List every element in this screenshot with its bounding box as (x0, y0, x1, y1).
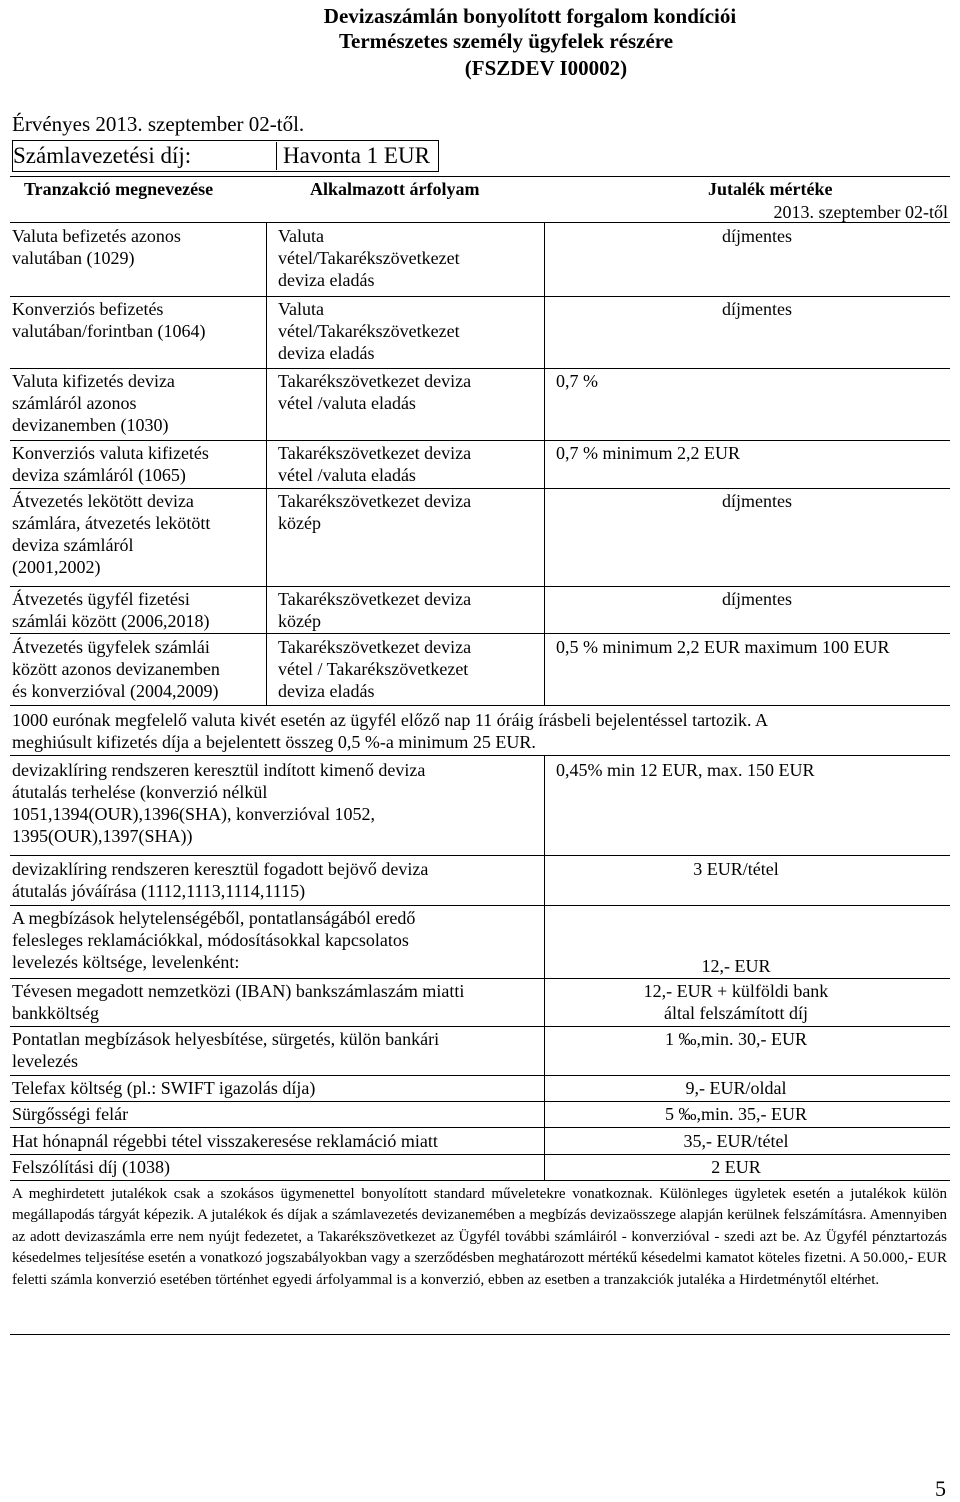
account-fee-box (12, 140, 439, 172)
table-rule (10, 1075, 950, 1076)
fee-item: A megbízások helytelenségéből, pontatlanságából eredő felesleges reklamációkkal, módosításokkal kapcsolatos levelezés költsége, levelenként: (12, 908, 416, 972)
fee-amount: 0,45% min 12 EUR, max. 150 EUR (556, 760, 815, 780)
row-fee: díjmentes (722, 299, 792, 319)
table-rule (10, 1180, 950, 1181)
document-title: Devizaszámlán bonyolított forgalom kondíciói (323, 4, 737, 28)
account-fee-label: Számlavezetési díj: (13, 143, 192, 168)
fee-item: Felszólítási díj (1038) (12, 1157, 170, 1177)
table-row: Átvezetés ügyfelek számlái között azonos devizanemben és konverzióval (2004,2009) (12, 637, 220, 701)
fee-amount: 12,- EUR (701, 956, 771, 976)
table-row (12, 225, 252, 269)
fee-item: Tévesen megadott nemzetközi (IBAN) bankszámlaszám miatti bankköltség (12, 981, 465, 1023)
table-column-divider (544, 222, 545, 705)
fee-amount: 12,- EUR + külföldi bank által felszámított díj (643, 981, 829, 1023)
row-fee: díjmentes (722, 491, 792, 511)
table-rule (10, 633, 950, 634)
table-rule (10, 1127, 950, 1128)
footnote: A meghirdetett jutalékok csak a szokásos ügymenettel bonyolított standard műveletekre vonatkoznak. Különleges ügyletek esetén a jutalékok külön megállapodás tárgyát képezik. A jutalékok és díjak a számlavezetés devizanemében a megbízás devizaösszege alapján kerülnek felszámításra. Amennyiben az adott devizaszámla erre nem nyújt fedezetet, a Takarékszövetkezet az Ügyfél további számláiról - konverzióval - szedi azt be. Az Ügyfél pénztartozás késedelmes teljesítése esetén a vonatkozó jogszabályokban vagy a szerződésben meghatározott mértékű késedelmi kamatot köteles fizetni. A 50.000,- EUR feletti számla konverzió esetében történhet egyedi árfolyammal is a konverzió, ebben az esetben a tranzakciók jutaléka a Hirdetménytől eltérhet. (12, 1186, 947, 1288)
col-header-transaction: Tranzakció megnevezése (24, 179, 214, 199)
fee-amount: 35,- EUR/tétel (683, 1131, 789, 1151)
fee-amount: 1 ‰,min. 30,- EUR (665, 1029, 807, 1049)
fee-item: devizaklíring rendszeren keresztül indított kimenő deviza átutalás terhelése (konverzió nélkül 1051,1394(OUR),1396(SHA), konverzióval 1052, 1395(OUR),1397(SHA)) (12, 760, 426, 846)
fee-item: Pontatlan megbízások helyesbítése, sürgetés, külön bankári levelezés (12, 1029, 440, 1071)
row-rate: Takarékszövetkezet deviza vétel / Takarékszövetkezet deviza eladás (278, 637, 472, 701)
fee-item: Sürgősségi felár (12, 1104, 129, 1124)
fee-amount: 2 EUR (711, 1157, 761, 1177)
fee-amount: 3 EUR/tétel (693, 859, 779, 879)
row-rate: Takarékszövetkezet deviza vétel /valuta eladás (278, 371, 472, 413)
table-row: Konverziós valuta kifizetés deviza számláról (1065) (12, 443, 209, 485)
row-rate: Valuta vétel/Takarékszövetkezet deviza eladás (278, 226, 460, 290)
fee-item: Hat hónapnál régebbi tétel visszakeresése reklamáció miatt (12, 1131, 438, 1151)
document-subtitle: Természetes személy ügyfelek részére (338, 29, 674, 53)
row-rate: Takarékszövetkezet deviza vétel /valuta eladás (278, 443, 472, 485)
fee-item: devizaklíring rendszeren keresztül fogadott bejövő deviza átutalás jóváírása (1112,1113,1114,1115) (12, 859, 429, 901)
col-header-fee: Jutalék mértéke (708, 179, 833, 199)
table-rule (10, 1334, 950, 1335)
row-rate: Takarékszövetkezet deviza közép (278, 589, 472, 631)
table-rule (10, 855, 950, 856)
table-column-divider (266, 222, 267, 705)
table-row: Átvezetés ügyfél fizetési számlái között (2006,2018) (12, 589, 210, 631)
table-rule (10, 1154, 950, 1155)
row-fee: 0,7 % minimum 2,2 EUR (556, 443, 740, 463)
table-rule (10, 755, 950, 756)
table-row: Valuta kifizetés deviza számláról azonos devizanemben (1030) (12, 371, 175, 435)
row-fee: díjmentes (722, 226, 792, 246)
row-name-line: Valuta befizetés azonos (12, 226, 181, 246)
table-rule (10, 1101, 950, 1102)
table-column-divider (544, 755, 545, 1180)
row-fee: díjmentes (722, 589, 792, 609)
row-fee: 0,7 % (556, 371, 598, 391)
fee-amount: 5 ‰,min. 35,- EUR (665, 1104, 807, 1124)
table-rule (10, 1026, 950, 1027)
col-header-rate: Alkalmazott árfolyam (310, 179, 480, 199)
row-fee: 0,5 % minimum 2,2 EUR maximum 100 EUR (556, 637, 890, 657)
table-rule (10, 905, 950, 906)
table-row: Átvezetés lekötött deviza számlára, átvezetés lekötött deviza számláról (2001,2002) (12, 491, 211, 577)
table-rule (10, 586, 950, 587)
table-rule (10, 176, 950, 177)
table-rule (10, 368, 950, 369)
cash-withdrawal-notice: 1000 eurónak megfelelő valuta kivét esetén az ügyfél előző nap 11 óráig írásbeli bejelentéssel tartozik. A meghiúsult kifizetés díja a bejelentett összeg 0,5 %-a minimum 25 EUR. (12, 710, 769, 752)
fee-amount: 9,- EUR/oldal (685, 1078, 787, 1098)
table-rule (10, 978, 950, 979)
table-rule (10, 296, 950, 297)
document-code: (FSZDEV I00002) (464, 56, 628, 80)
row-rate: Takarékszövetkezet deviza közép (278, 491, 472, 533)
row-rate: Valuta vétel/Takarékszövetkezet deviza eladás (278, 299, 460, 363)
table-rule (10, 488, 950, 489)
row-name-line: valutában (1029) (12, 248, 135, 268)
table-rule (10, 705, 950, 706)
col-header-fee-date: 2013. szeptember 02-től (773, 202, 948, 222)
valid-from: Érvényes 2013. szeptember 02-től. (12, 112, 305, 136)
page-number: 5 (935, 1476, 946, 1501)
account-fee-value: Havonta 1 EUR (276, 142, 430, 170)
table-rule (10, 222, 950, 223)
table-rule (10, 440, 950, 441)
fee-item: Telefax költség (pl.: SWIFT igazolás díja) (12, 1078, 316, 1098)
table-row: Konverziós befizetés valutában/forintban (1064) (12, 299, 206, 341)
